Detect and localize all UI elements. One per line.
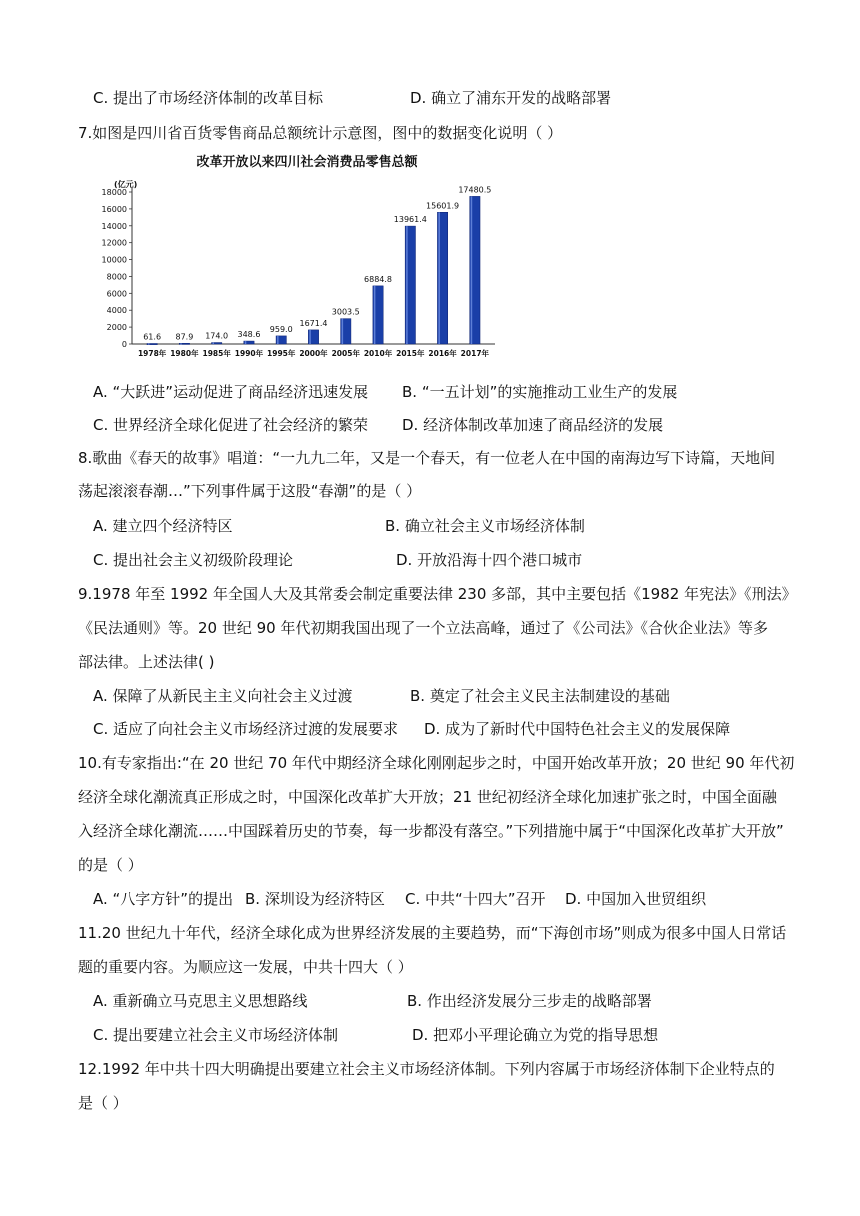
data-label: 348.6 <box>237 330 261 340</box>
x-tick-label: 2005年 <box>331 349 360 358</box>
data-label: 15601.9 <box>426 201 460 211</box>
q7-option-c: C. 世界经济全球化促进了社会经济的繁荣 <box>93 416 369 434</box>
y-tick-label: 14000 <box>101 221 127 231</box>
data-label: 174.0 <box>205 331 229 341</box>
y-tick-label: 2000 <box>106 323 127 333</box>
q9-option-a: A. 保障了从新民主主义向社会主义过渡 <box>93 687 353 705</box>
bar-highlight <box>438 212 440 344</box>
bar-highlight <box>180 343 182 344</box>
q10-option-d: D. 中国加入世贸组织 <box>565 890 707 908</box>
x-tick-label: 1980年 <box>170 349 199 358</box>
chart-title: 改革开放以来四川社会消费品零售总额 <box>196 155 418 170</box>
y-tick-label: 10000 <box>101 255 127 265</box>
q7-option-b: B. “一五计划”的实施推动工业生产的发展 <box>402 383 678 401</box>
x-tick-label: 1990年 <box>234 349 264 358</box>
q9-stem-line1: 9.1978 年至 1992 年全国人大及其常委会制定重要法律 230 多部，其中主要包括《1982 年宪法》《刑法》 <box>78 585 797 603</box>
q8-stem-line2: 荡起滚滚春潮…”下列事件属于这股“春潮”的是（ ） <box>78 482 422 500</box>
data-label: 13961.4 <box>393 215 427 225</box>
bar-highlight <box>471 196 473 344</box>
q10-option-b: B. 深圳设为经济特区 <box>245 890 385 908</box>
q9-option-d: D. 成为了新时代中国特色社会主义的发展保障 <box>424 720 731 738</box>
data-label: 6884.8 <box>364 274 393 284</box>
q11-stem-line1: 11.20 世纪九十年代，经济全球化成为世界经济发展的主要趋势，而“下海创市场”则成为很多中国人日常话 <box>78 924 787 942</box>
q12-stem-line2: 是（ ） <box>78 1094 128 1112</box>
q10-stem-line3: 入经济全球化潮流……中国踩着历史的节奏，每一步都没有落空。”下列措施中属于“中国深化改革扩大开放” <box>78 822 784 840</box>
q11-option-d: D. 把邓小平理论确立为党的指导思想 <box>412 1026 659 1044</box>
y-tick-label: 18000 <box>101 188 127 197</box>
retail-sales-chart-svg <box>101 152 505 364</box>
q6-option-c: C. 提出了市场经济体制的改革目标 <box>93 89 324 107</box>
x-tick-label: 2016年 <box>428 349 457 358</box>
q8-stem-line1: 8.歌曲《春天的故事》唱道：“一九九二年，又是一个春天，有一位老人在中国的南海边写下诗篇，天地间 <box>78 449 776 467</box>
x-tick-label: 1995年 <box>267 349 296 358</box>
q7-option-d: D. 经济体制改革加速了商品经济的发展 <box>402 416 664 434</box>
data-label: 61.6 <box>143 332 162 342</box>
x-tick-label: 1985年 <box>202 349 231 358</box>
q8-option-a: A. 建立四个经济特区 <box>93 517 233 535</box>
x-tick-label: 1978年 <box>137 349 167 358</box>
q11-option-b: B. 作出经济发展分三步走的战略部署 <box>407 992 652 1010</box>
q9-stem-line3: 部法律。上述法律( ) <box>78 653 215 671</box>
y-tick-label: 6000 <box>106 289 127 299</box>
q10-stem-line4: 的是（ ） <box>78 856 143 874</box>
data-label: 3003.5 <box>331 307 360 317</box>
data-label: 1671.4 <box>299 318 328 328</box>
bar-highlight <box>309 330 311 344</box>
q6-option-d: D. 确立了浦东开发的战略部署 <box>410 89 612 107</box>
q12-stem-line1: 12.1992 年中共十四大明确提出要建立社会主义市场经济体制。下列内容属于市场经济体制下企业特点的 <box>78 1060 775 1078</box>
retail-sales-chart <box>101 152 505 364</box>
q7-stem: 7.如图是四川省百货零售商品总额统计示意图，图中的数据变化说明（ ） <box>78 124 563 142</box>
q11-option-c: C. 提出要建立社会主义市场经济体制 <box>93 1026 339 1044</box>
x-tick-label: 2015年 <box>396 349 425 358</box>
y-axis-label: (亿元) <box>114 180 138 189</box>
x-tick-label: 2000年 <box>299 349 328 358</box>
bar-highlight <box>213 343 215 344</box>
q9-option-b: B. 奠定了社会主义民主法制建设的基础 <box>410 687 670 705</box>
q10-option-c: C. 中共“十四大”召开 <box>405 890 546 908</box>
y-tick-label: 16000 <box>101 204 127 214</box>
q10-stem-line1: 10.有专家指出:“在 20 世纪 70 年代中期经济全球化刚刚起步之时，中国开始改革开放；20 世纪 90 年代初 <box>78 754 795 772</box>
q8-option-c: C. 提出社会主义初级阶段理论 <box>93 551 294 569</box>
y-tick-label: 12000 <box>101 238 127 248</box>
x-tick-label: 2010年 <box>363 349 393 358</box>
y-tick-label: 8000 <box>106 272 127 282</box>
bar-highlight <box>148 343 150 344</box>
x-tick-label: 2017年 <box>460 349 490 358</box>
q9-stem-line2: 《民法通则》等。20 世纪 90 年代初期我国出现了一个立法高峰，通过了《公司法》《合伙企业法》等多 <box>78 619 768 637</box>
q9-option-c: C. 适应了向社会主义市场经济过渡的发展要求 <box>93 720 399 738</box>
bar-highlight <box>374 286 376 344</box>
q11-stem-line2: 题的重要内容。为顺应这一发展，中共十四大（ ） <box>78 958 413 976</box>
data-label: 87.9 <box>175 332 194 342</box>
data-label: 17480.5 <box>458 185 492 195</box>
bar-highlight <box>342 319 344 344</box>
data-label: 959.0 <box>269 324 293 334</box>
q10-stem-line2: 经济全球化潮流真正形成之时，中国深化改革扩大开放；21 世纪初经济全球化加速扩张之时，中国全面融 <box>78 788 777 806</box>
q11-option-a: A. 重新确立马克思主义思想路线 <box>93 992 308 1010</box>
y-tick-label: 4000 <box>106 306 127 316</box>
bar-highlight <box>277 336 279 344</box>
bar-highlight <box>245 341 247 344</box>
bar-highlight <box>406 226 408 344</box>
q8-option-d: D. 开放沿海十四个港口城市 <box>396 551 583 569</box>
q8-option-b: B. 确立社会主义市场经济体制 <box>385 517 585 535</box>
q7-option-a: A. “大跃进”运动促进了商品经济迅速发展 <box>93 383 369 401</box>
q10-option-a: A. “八字方针”的提出 <box>93 890 234 908</box>
y-tick-label: 0 <box>121 340 127 349</box>
